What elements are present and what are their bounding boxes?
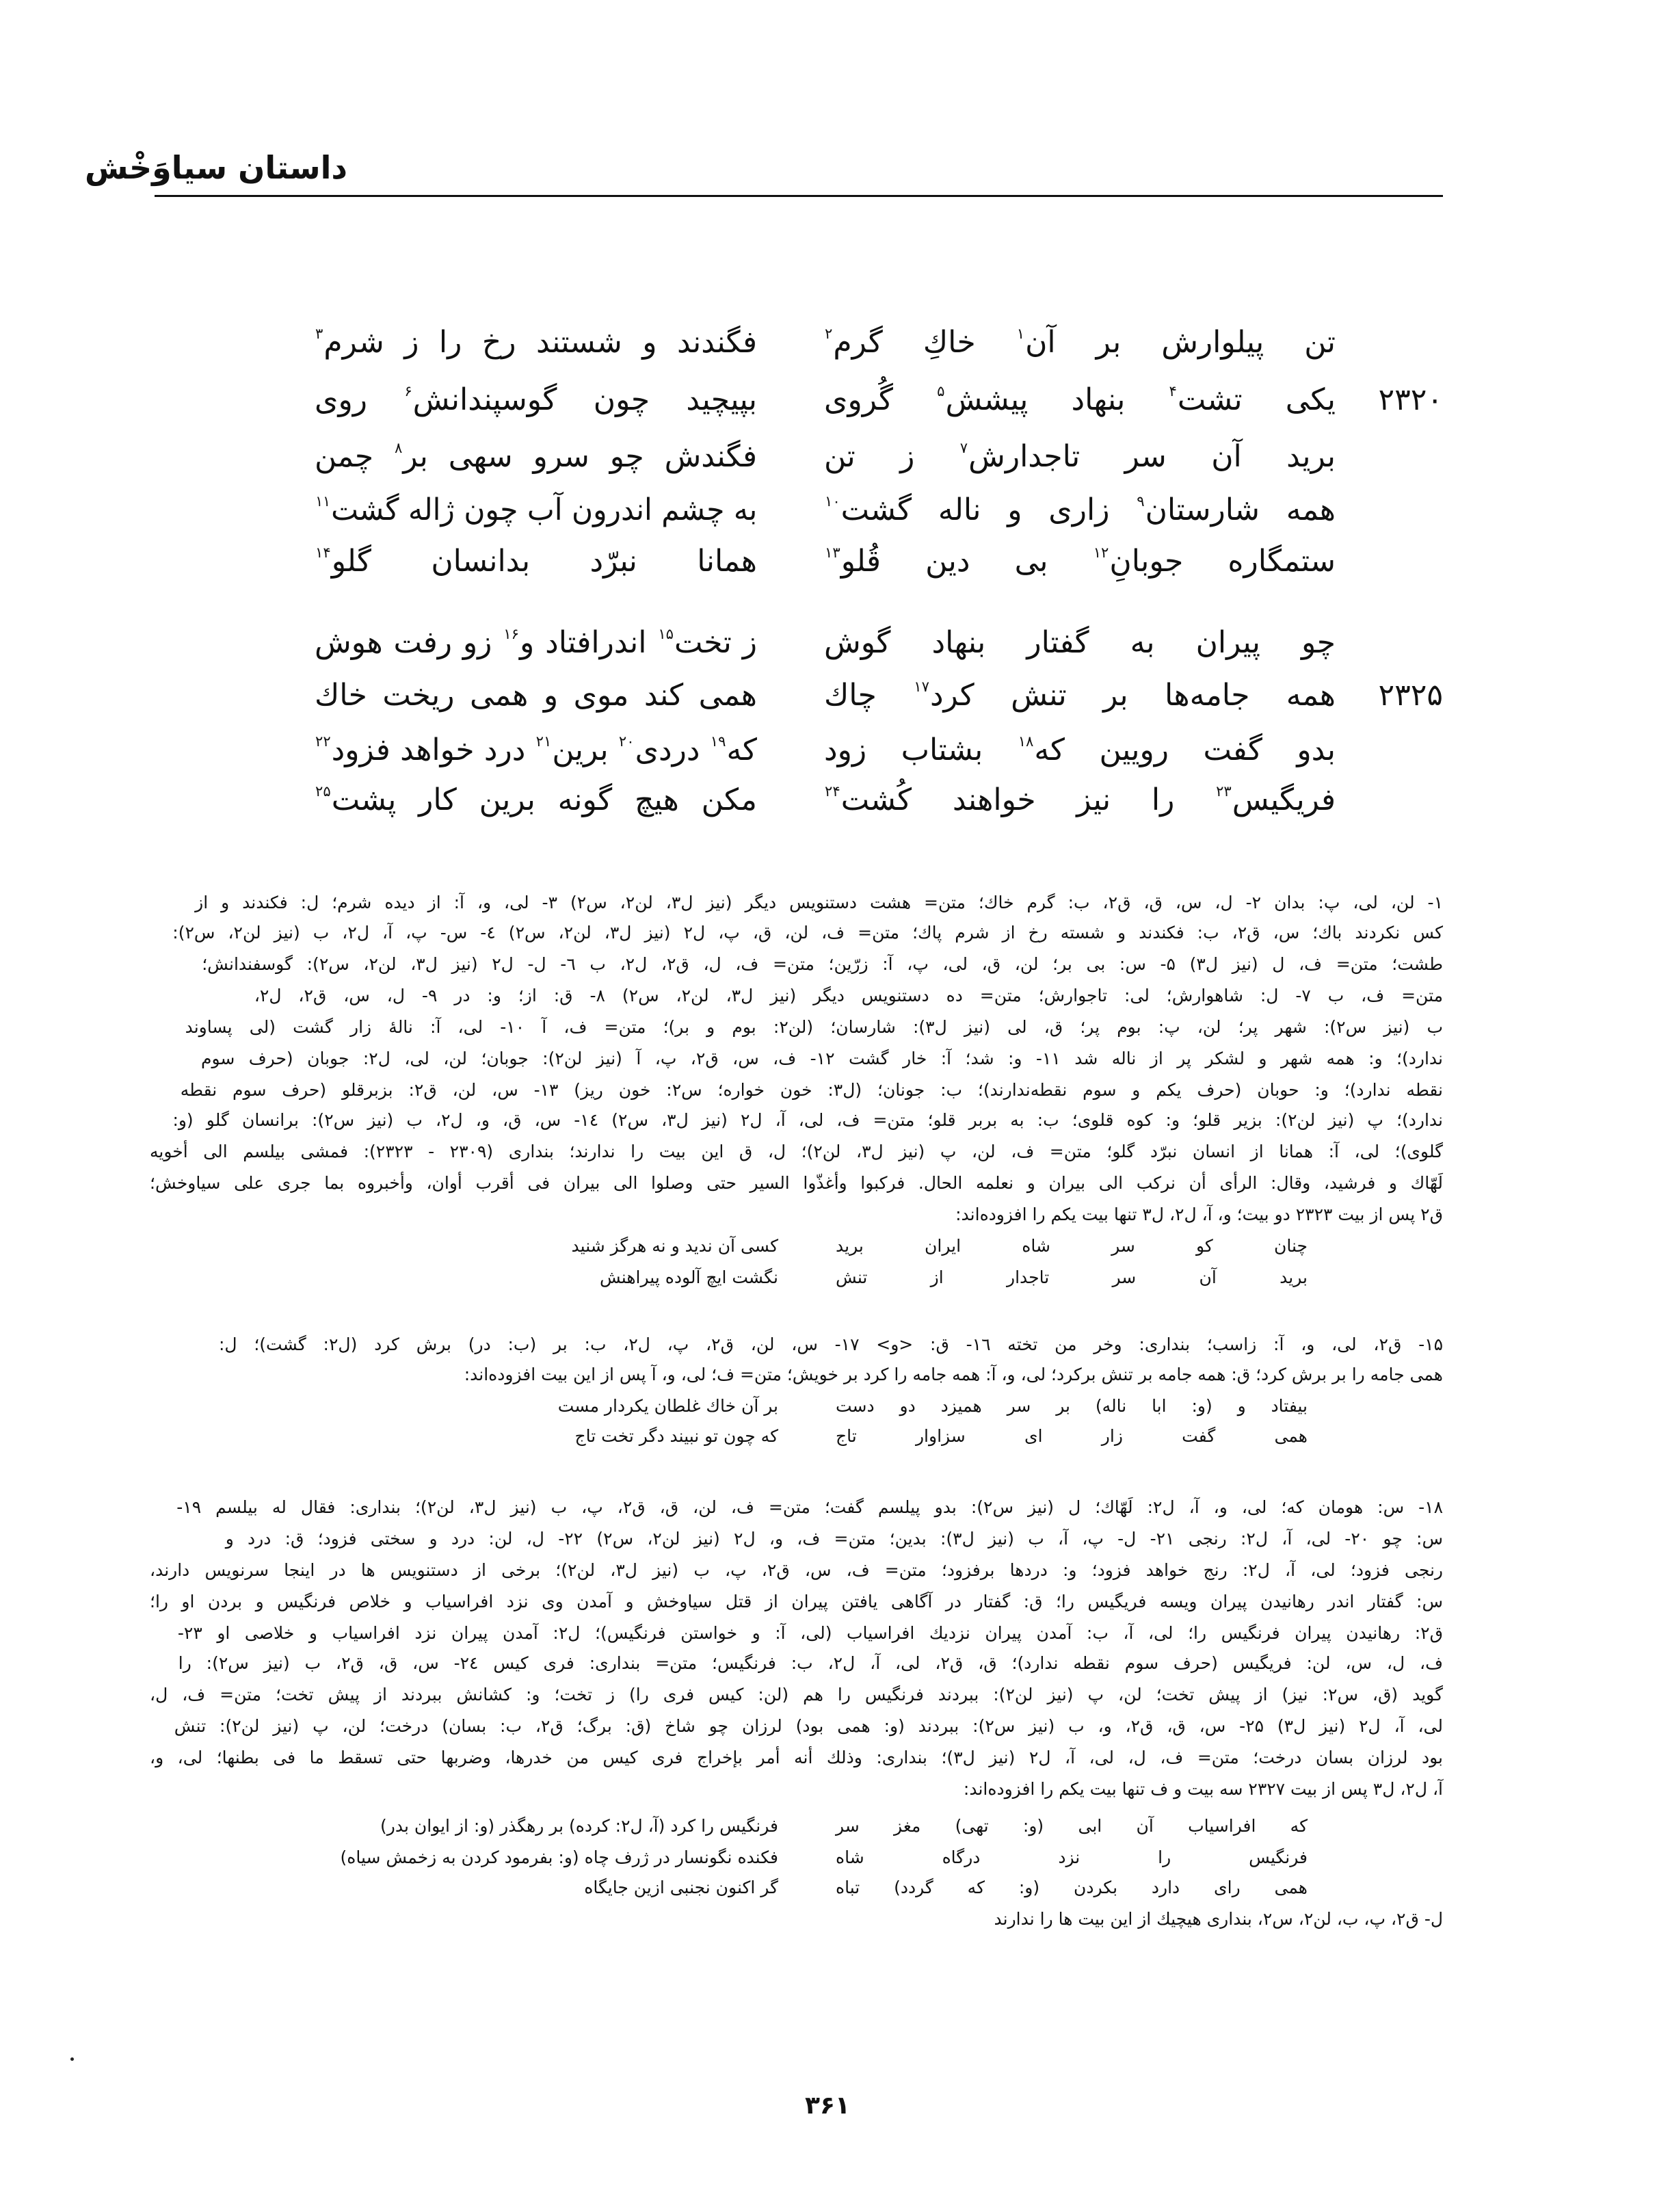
footnote-line: نقطه ندارد)؛ و: حوبان (حرف یکم و سوم نقطه‌ندارند)؛ ب: جونان؛ (ل۳: خون خواره؛ س۲: خون ریز) ۱۳- س، لن، ق۲: بزبرقلو (حرف سوم نقطه <box>180 1080 1443 1100</box>
footnote-marker: ۲۵ <box>315 782 331 800</box>
verse-text: برین <box>552 733 618 767</box>
footnote-marker: ۱۴ <box>315 543 331 561</box>
footnote-line: س: چو ۲۰- لی، آ، ل۲: رنجی ۲۱- ل- پ، آ، ب (نیز ل۳): بدین؛ متن= ف، و، ل۲ (نیز لن۲، س۲) ۲۲- ل، لن: درد و سختی فزود؛ ق: درد و <box>225 1529 1443 1549</box>
footnote-line: ۱- لن، لی، پ: بدان ۲- ل، س، ق، ق۲، ب: گرم خاك؛ متن= هشت دستنویس دیگر (نیز ل۳، لن۲، س۲) ۳- لی، و، آ: از دیده شرم؛ ل: فکندند و از <box>195 893 1443 912</box>
footnote-verse-first-hemistich: که افراسیاب آن ابی (و: تهی) مغز سر <box>836 1816 1308 1836</box>
verse-text: به چشم اندرون آب چون ژاله گشت <box>330 492 757 527</box>
footnote-marker: ۷ <box>959 438 968 456</box>
verse-text: زاری و ناله گشت <box>840 492 1137 527</box>
verse-text: اندرافتاد و <box>519 625 658 660</box>
verse-text: بپیچید چون گوسپندانش <box>412 382 757 417</box>
verse-text: ز تخت <box>674 625 757 660</box>
second-hemistich <box>315 490 757 531</box>
verse-text: همی کند موی و همی ریخت خاك <box>315 678 757 713</box>
first-hemistich <box>824 622 1336 663</box>
verse-number: ۲۳۲۵ <box>1378 678 1443 713</box>
verse-text: همه جامه‌ها بر تنش کرد <box>929 678 1336 713</box>
verse-text: بشتاب زود <box>824 733 1018 767</box>
footnote-verse-first-hemistich: بیفتاد و (و: ابا ناله) بر سر همیزد دو دست <box>836 1396 1308 1416</box>
first-hemistich <box>824 541 1336 582</box>
footnote-marker: ۲۰ <box>618 732 635 750</box>
footnote-line: ندارد)؛ و: همه شهر و لشکر پر از ناله شد ۱۱- و: شد؛ آ: خار گشت ۱۲- ف، س، ق۲، پ، آ (نیز لن۲): جوبان؛ لن، لی، ل۲: جوبان (حرف سوم <box>200 1049 1443 1068</box>
footnote-marker: ۱۶ <box>503 624 519 642</box>
first-hemistich <box>824 780 1336 821</box>
second-hemistich <box>315 322 757 363</box>
footnote-verse-second-hemistich: گر اکنون نجنبی ازین جایگاه <box>584 1878 778 1897</box>
verse-text: چو پیران به گفتار بنهاد گوش <box>824 625 1336 660</box>
verse-text: درد خواهد فزود <box>331 733 535 767</box>
verse-text: همانا نبرّد بدانسان گلو <box>331 544 757 579</box>
verse-text: روی <box>315 382 404 417</box>
footnote-line: گوید (ق، س۲: نیز) از پیش تخت؛ لن، پ (نیز لن۲): ببردند فرنگیس را هم (لن: کیس فری را) ز تخت؛ و: کشانش ببردند از پیش تخت؛ متن= ف، ل، <box>150 1685 1443 1704</box>
footnote-line: ۱۵- ق۲، لی، و، آ: زاسب؛ بنداری: وخر من تخته ۱٦- ق: <و> ۱۷- س، لن، ق۲، پ، ل۲، ب: بر (ب: در) برش کرد (ل۲: گشت)؛ ل: <box>218 1334 1443 1354</box>
verse-text: دردی <box>635 733 710 767</box>
scan-speck <box>70 2057 74 2061</box>
footnote-verse-second-hemistich: بر آن خاك غلطان یکردار مست <box>557 1396 778 1416</box>
footnote-marker: ۹ <box>1137 492 1145 510</box>
verse-text: خاكِ گرم <box>833 325 1016 360</box>
second-hemistich <box>315 780 757 821</box>
first-hemistich <box>824 730 1336 771</box>
footnote-marker: ۲۳ <box>1216 782 1232 800</box>
verse-text: ستمگاره جوبانِ <box>1109 544 1336 579</box>
footnote-marker: ۱۳ <box>825 543 840 561</box>
first-hemistich <box>824 490 1336 531</box>
footnote-line: آ، ل۲، ل۳ پس از بیت ۲۳۲۷ سه بیت و ف تنها بیت یکم را افزوده‌اند: <box>963 1779 1443 1799</box>
footnote-marker: ۱۸ <box>1018 732 1034 750</box>
second-hemistich <box>315 730 757 771</box>
footnote-line: ندارد)؛ پ (نیز لن۲): بزیر قلو؛ و: کوه قلوی؛ ب: به بربر قلو؛ متن= ف، لی، آ، ل۲ (نیز ل۳، س۲) ۱٤- س، ق، و، ل۲، ب (نیز س۲): برانسان گلو (و: <box>172 1110 1443 1130</box>
footnote-marker: ۴ <box>1169 382 1177 399</box>
footnote-line: رنجی فزود؛ لی، آ، ل۲: رنج خواهد فزود؛ و: دردها برفزود؛ متن= ف، س، ق۲، پ، ب (نیز ل۳، لن۲)؛ برخی از دستنویس ها در اینجا سرنویس دارند، <box>150 1560 1443 1580</box>
header-rule <box>155 195 1443 197</box>
verse-text: گُروی <box>824 382 937 417</box>
footnote-marker: ۲۴ <box>825 782 840 800</box>
footnote-marker: ۵ <box>937 382 945 399</box>
footnote-line: لَهّاك و فرشید، وقال: الرأی أن نرکب الی بیران و نعلمه الحال. فرکبوا وأغذّوا السیر حتی وصلوا الی بیران فی أقرب أوان، وأخبروه بما جری علی سیاوخش؛ <box>150 1173 1443 1193</box>
verse-text: فریگیس <box>1232 782 1336 817</box>
verse-text: فگندش چو سرو سهی بر <box>403 439 757 474</box>
footnote-verse-second-hemistich: که چون تو نبیند دگر تخت تاج <box>574 1426 778 1446</box>
footnote-verse-first-hemistich: چنان کو سر شاه ایران برید <box>836 1236 1308 1256</box>
footnote-marker: ۱۹ <box>710 732 726 750</box>
footnote-line: ۱۸- س: هومان که؛ لی، و، آ، ل۲: لَهّاك؛ ل (نیز س۲): بدو پیلسم گفت؛ متن= ف، لن، ق، ق۲، پ، ب (نیز ل۳، لن۲)؛ بنداری: فقال له بیلسم ۱۹- <box>176 1497 1443 1517</box>
footnote-line: همی جامه را بر برش کرد؛ ق: همه جامه بر تنش برکرد؛ لی، و، آ: همه جامه را کرد بر خویش؛ متن= ف؛ لی، و، آ پس از این بیت افزوده‌اند: <box>464 1365 1443 1384</box>
footnote-marker: ۶ <box>404 382 412 399</box>
footnote-line: ب (نیز س۲): شهر پر؛ لن، پ: بوم پر؛ ق، لی (نیز ل۳): شارسان؛ (لن۲: بوم و بر)؛ متن= ف، آ ۱۰- لی، آ: نالهٔ زار گشت (لی پساوند <box>185 1017 1443 1037</box>
first-hemistich <box>824 380 1336 421</box>
footnote-line: گلوی)؛ لی، آ: همانا از انسان نبرّد گلو؛ متن= ف، لن، پ (نیز ل۳، لن۲)؛ ل، ق این بیت را ندارند؛ بنداری (۲۳۰۹ - ۲۳۲۳): فمشی بیلسم الی أخویه <box>150 1142 1443 1161</box>
second-hemistich <box>315 622 757 663</box>
verse-text: زو رفت هوش <box>315 625 503 660</box>
footnote-marker: ۲۲ <box>315 732 331 750</box>
footnote-line: ل- ق۲، پ، ب، لن۲، س۲، بنداری هیچیك از این بیت ها را ندارند <box>994 1909 1443 1929</box>
verse-text: چاك <box>824 678 914 713</box>
first-hemistich <box>824 675 1336 716</box>
second-hemistich <box>315 541 757 582</box>
footnote-verse-first-hemistich: همی گفت زار ای سزاوار تاج <box>836 1426 1308 1446</box>
footnote-line: بود لرزان بسان درخت؛ متن= ف، ل، لی، آ، ل۲ (نیز ل۳)؛ بنداری: وذلك أنه أمر بإخراج فری کیس من خدرها، وضربها حتی تسقط ما فی بطنها؛ لی، و، <box>150 1748 1443 1767</box>
footnote-line: ق۲: رهانیدن پیران فرنگیس را؛ لی، آ، ب: آمدن پیران نزدیك افراسیاب (لی، آ: و خواستن فرنگیس)؛ ل۲: آمدن پیران نزد افراسیاب و خلاصی او ۲۳- <box>177 1623 1443 1643</box>
verse-text: تن پیلوارش بر آن <box>1025 325 1336 360</box>
verse-text: مکن هیچ گونه برین کار پشت <box>331 782 757 817</box>
footnote-verse-first-hemistich: فرنگیس را نزد درگاه شاه <box>836 1847 1308 1867</box>
footnote-marker: ۱۲ <box>1093 543 1109 561</box>
verse-text: همه شارستان <box>1145 492 1336 527</box>
footnote-marker: ۱۰ <box>824 492 840 510</box>
footnote-marker: ۱۷ <box>914 677 929 695</box>
running-title: داستان سیاوَخْش <box>85 149 347 186</box>
verse-number: ۲۳۲۰ <box>1378 382 1443 417</box>
footnote-verse-second-hemistich: فکنده نگونسار در ژرف چاه (و: بفرمود کردن به زخمش سیاه) <box>340 1847 778 1867</box>
first-hemistich <box>824 322 1336 363</box>
second-hemistich <box>315 675 757 716</box>
footnote-verse-second-hemistich: نگشت ایچ آلوده پیراهنش <box>599 1267 778 1287</box>
verse-text: برید آن سر تاجدارش <box>968 439 1336 474</box>
footnote-marker: ۱۱ <box>315 492 330 510</box>
verse-text: فگندند و شستند رخ را ز شرم <box>323 325 757 360</box>
verse-text: بی دین قُلو <box>840 544 1093 579</box>
second-hemistich <box>315 380 757 421</box>
first-hemistich <box>824 436 1336 477</box>
footnote-marker: ۱۵ <box>658 624 674 642</box>
footnote-line: لی، آ، ل۲ (نیز ل۳) ۲۵- س، ق، ق۲، و، ب (نیز س۲): ببردند (و: همی بود) لرزان چو شاخ (ق: برگ؛ ق۲، ب: بسان) درخت؛ لن، پ (نیز لن۲): تنش <box>174 1716 1443 1736</box>
verse-text: بنهاد پیشش <box>945 382 1169 417</box>
footnote-marker: ۳ <box>315 324 323 342</box>
verse-text: را نیز خواهند کُشت <box>840 782 1216 817</box>
footnote-marker: ۲ <box>825 324 833 342</box>
footnote-line: طشت؛ متن= ف، ل (نیز ل۳) ۵- س: بی بر؛ لن، ق، لی، پ، آ: زرّین؛ متن= ف، ل، ق۲، ل۲، ب ٦- ل- ل۲ (نیز ل۳، لن۲، س۲): گوسفندانش؛ <box>202 954 1443 974</box>
verse-text: ز تن <box>824 439 959 474</box>
footnote-marker: ۱ <box>1016 324 1025 342</box>
verse-text: یکی تشت <box>1177 382 1336 417</box>
footnote-line: متن= ف، ب ۷- ل: شاهوارش؛ لی: تاجوارش؛ متن= ده دستنویس دیگر (نیز ل۳، لن۲، س۲) ۸- ق: از؛ و: در ۹- ل، س، ق۲، ل۲، <box>254 986 1443 1005</box>
footnote-marker: ۸ <box>395 438 403 456</box>
verse-text: چمن <box>314 439 395 474</box>
verse-text: بدو گفت رویین که <box>1034 733 1336 767</box>
footnote-line: س: گفتار اندر رهانیدن پیران ویسه فریگیس را؛ ق: گفتار در آگاهی یافتن پیران از قتل سیاوخش و آمدن وی نزد افراسیاب و خلاص فرنگیس و بردن او را؛ <box>150 1592 1443 1611</box>
footnote-verse-first-hemistich: همی رای دارد بکردن (و: که گردد) تباه <box>836 1878 1308 1897</box>
footnote-verse-first-hemistich: برید آن سر تاجدار از تنش <box>836 1267 1308 1287</box>
second-hemistich <box>315 436 757 477</box>
footnote-line: ف، ل، س، لن: فریگیس (حرف سوم نقطه ندارد)؛ ق، ق۲، لی، آ، ل۲، ب: فرنگیس؛ متن= بنداری: فری کیس ۲٤- س، ق، ق۲، ب (نیز س۲): را <box>178 1653 1443 1673</box>
footnote-verse-second-hemistich: فرنگیس را کرد (آ، ل۲: کرده) بر رهگذر (و: از ایوان بدر) <box>380 1816 778 1836</box>
footnote-verse-second-hemistich: کسی آن ندید و نه هرگز شنید <box>571 1236 778 1256</box>
page-number: ۳۶۱ <box>805 2092 850 2120</box>
footnote-marker: ۲۱ <box>535 732 552 750</box>
verse-text: که <box>726 733 757 767</box>
footnote-line: کس نکردند باك؛ س، ق۲، ب: فکندند و شسته رخ از شرم پاك؛ متن= ف، لن، ق، پ، ل۲ (نیز ل۳، لن۲، س۲) ٤- س- پ، آ، ل۲، ب (نیز لن۲، س۲): <box>172 923 1443 943</box>
footnote-line: ق۲ پس از بیت ۲۳۲۳ دو بیت؛ و، آ، ل۲، ل۳ تنها بیت یکم را افزوده‌اند: <box>955 1204 1443 1224</box>
